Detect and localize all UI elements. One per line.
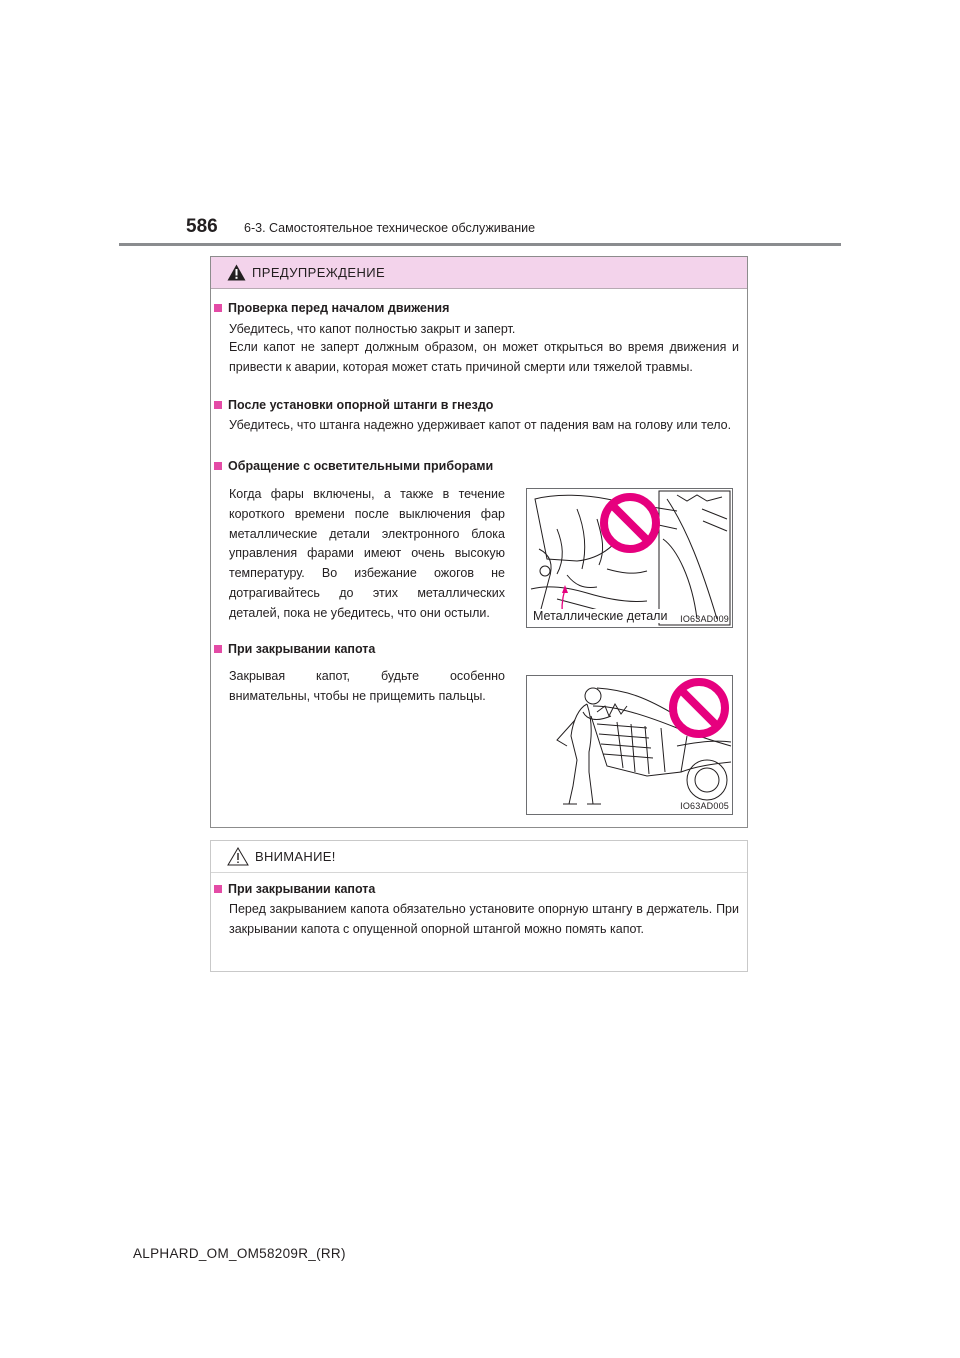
caution-triangle-icon: [227, 847, 249, 866]
figure-label: Металлические детали: [533, 609, 668, 623]
section-heading: [214, 459, 493, 473]
section-heading: [214, 882, 375, 896]
headlight-figure: [526, 488, 733, 628]
paragraph: Когда фары включены, а также в течение короткого времени после выключения фар металлические детали электронного блока управления фарами имеют очень высокую температуру. Во избежание ожогов не дотрагивайтесь до этих металлических деталей, пока не убедитесь, что они остыли.: [229, 487, 505, 620]
document-footer: ALPHARD_OM_OM58209R_(RR): [133, 1246, 346, 1261]
section-heading-text: После установки опорной штанги в гнездо: [228, 398, 494, 412]
headlight-illustration: [527, 489, 732, 627]
bullet-square-icon: [214, 401, 222, 409]
figure-code: IO63AD009: [680, 614, 729, 624]
page-number: 586: [186, 216, 218, 237]
hood-closing-figure: [526, 675, 733, 815]
section-heading: [214, 301, 449, 315]
figure-code: IO63AD005: [680, 801, 729, 811]
bullet-square-icon: [214, 885, 222, 893]
caution-header: [211, 841, 747, 873]
bullet-square-icon: [214, 462, 222, 470]
paragraph: Убедитесь, что штанга надежно удерживает капот от падения вам на голову или тело.: [229, 418, 732, 432]
prohibition-icon: [673, 682, 725, 734]
bullet-square-icon: [214, 645, 222, 653]
paragraph: Убедитесь, что капот полностью закрыт и заперт.: [229, 322, 516, 336]
caution-title: ВНИМАНИЕ!: [255, 849, 336, 864]
prohibition-icon: [604, 497, 656, 549]
section-heading-text: При закрывании капота: [228, 882, 376, 896]
section-heading: [214, 642, 375, 656]
warning-triangle-icon: [227, 264, 246, 281]
warning-header: [211, 257, 747, 289]
section-heading-text: При закрывании капота: [228, 642, 376, 656]
section-title: 6-3. Самостоятельное техническое обслуживание: [244, 221, 536, 235]
section-heading-text: Проверка перед началом движения: [228, 301, 450, 315]
paragraph: Перед закрыванием капота обязательно установите опорную штангу в держатель. При закрывании капота с опущенной опорной штангой можно помять капот.: [229, 902, 739, 936]
paragraph: Если капот не заперт должным образом, он может открыться во время движения и привести к аварии, которая может стать причиной смерти или тяжелой травмы.: [229, 340, 739, 374]
hood-closing-illustration: [527, 676, 732, 814]
paragraph: Закрывая капот, будьте особенно внимательны, чтобы не прищемить пальцы.: [229, 669, 505, 703]
section-heading: [214, 398, 493, 412]
warning-title: ПРЕДУПРЕЖДЕНИЕ: [252, 265, 386, 280]
section-heading-text: Обращение с осветительными приборами: [228, 459, 494, 473]
bullet-square-icon: [214, 304, 222, 312]
header-divider: [119, 243, 841, 246]
